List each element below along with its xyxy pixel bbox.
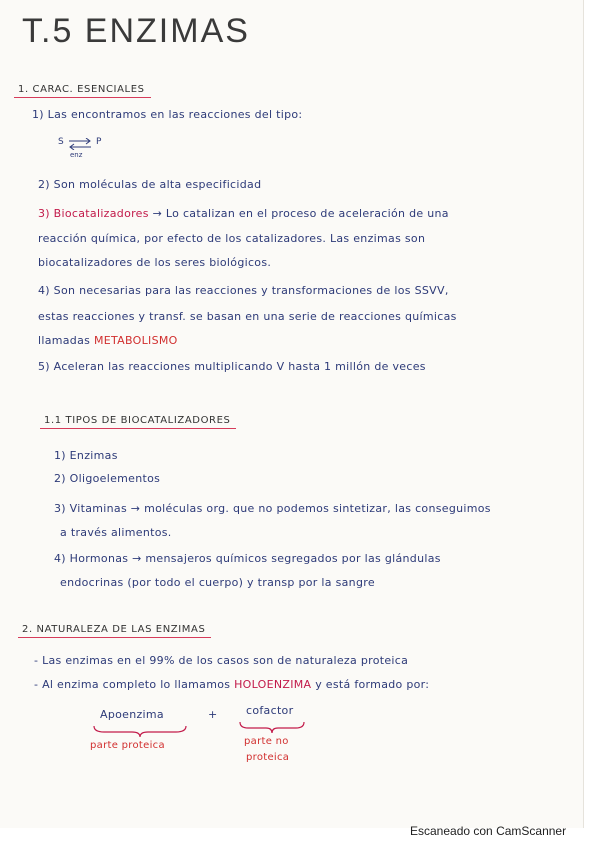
section2-heading-text: 1.1 TIPOS DE BIOCATALIZADORES <box>44 415 231 426</box>
s2-item-4: 4) Hormonas → mensajeros químicos segregados por las glándulas <box>54 552 441 565</box>
metabolismo-term: METABOLISMO <box>93 334 178 347</box>
s2-item-3: 3) Vitaminas → moléculas org. que no podemos sintetizar, las conseguimos <box>54 502 491 515</box>
cofactor-desc-2: proteica <box>246 752 290 763</box>
s3-item-2 <box>34 678 429 691</box>
s1-item-3-text: → Lo catalizan en el proceso de aceleración de una <box>152 207 449 220</box>
s3-item-2-tail: y está formado por: <box>315 678 430 691</box>
s2-item-1: 1) Enzimas <box>54 449 118 462</box>
page-title <box>22 12 250 51</box>
s1-item-1: 1) Las encontramos en las reacciones del tipo: <box>32 108 303 121</box>
s1-item-4: 4) Son necesarias para las reacciones y transformaciones de los SSVV, <box>38 284 449 297</box>
section3-heading <box>22 624 205 635</box>
reaction-arrows-icon <box>68 138 92 150</box>
section2-heading <box>44 415 230 426</box>
biocatalizadores-label: 3) Biocatalizadores <box>38 207 149 220</box>
title-text: T.5 ENZIMAS <box>22 12 250 50</box>
scanner-watermark: Escaneado con CamScanner <box>410 824 567 838</box>
s2-item-3-cont: a través alimentos. <box>60 526 172 539</box>
plus-sign: + <box>208 708 218 721</box>
cofactor-label: cofactor <box>246 704 294 717</box>
apoenzima-label: Apoenzima <box>100 708 164 721</box>
apoenzima-desc: parte proteica <box>90 740 165 751</box>
s1-item-3-cont2: biocatalizadores de los seres biológicos. <box>38 256 272 269</box>
s1-item-2: 2) Son moléculas de alta especificidad <box>38 178 262 191</box>
reaction-enzyme-label: enz <box>70 151 83 159</box>
s1-item-5: 5) Aceleran las reacciones multiplicando V hasta 1 millón de veces <box>38 360 426 373</box>
cofactor-desc-1: parte no <box>244 736 289 747</box>
s1-item-3 <box>38 207 449 220</box>
section3-heading-text: 2. NATURALEZA DE LAS ENZIMAS <box>22 624 206 635</box>
apoenzima-brace-icon <box>92 724 188 738</box>
s3-item-1: - Las enzimas en el 99% de los casos son de naturaleza proteica <box>34 654 409 667</box>
cofactor-brace-icon <box>238 720 306 734</box>
s1-item-4-cont1: estas reacciones y transf. se basan en una serie de reacciones químicas <box>38 310 457 323</box>
section1-heading-text: 1. CARAC. ESENCIALES <box>18 84 145 95</box>
heading-underline <box>14 97 151 99</box>
s2-item-4-cont: endocrinas (por todo el cuerpo) y transp por la sangre <box>60 576 375 589</box>
s1-item-3-cont1: reacción química, por efecto de los catalizadores. Las enzimas son <box>38 232 426 245</box>
s3-item-2-text: - Al enzima completo lo llamamos <box>34 678 231 691</box>
reaction-product: P <box>96 137 102 147</box>
holoenzima-term: HOLOENZIMA <box>234 678 312 691</box>
section1-heading <box>18 84 145 95</box>
heading-underline <box>40 428 236 430</box>
s2-item-2: 2) Oligoelementos <box>54 472 161 485</box>
s1-item-4-cont2 <box>38 334 178 347</box>
s1-item-4-llamadas: llamadas <box>38 334 91 347</box>
heading-underline <box>18 637 211 639</box>
reaction-substrate: S <box>58 137 64 147</box>
